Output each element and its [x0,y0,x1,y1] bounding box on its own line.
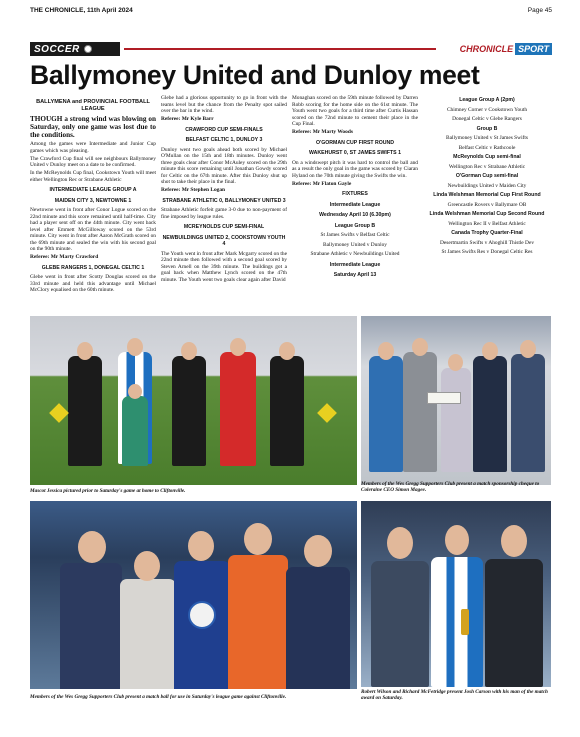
referee-line: Referee: Mr Kyle Barr [161,116,214,122]
figure-head [279,342,295,360]
figure [485,559,543,687]
corner-flag [317,403,337,423]
fixtures-group: League Group B [334,222,376,229]
figure [371,561,429,687]
fixtures-group: Linda Welshman Memorial Cup First Round [433,192,541,198]
article-columns [30,95,552,310]
fixture: Greencastle Rovers v Ballymare OB [447,201,527,208]
figure [120,579,176,689]
fixture: Donegal Celtic v Glebe Rangers [452,116,522,122]
fixture: Ballymoney United v St James Swifts [446,135,528,141]
referee-line: Referee: Mr Marty Crawford [30,254,99,260]
figure [60,563,122,689]
figure-head [78,531,106,563]
fixtures-subheading: Intermediate League [329,261,381,268]
figure [286,567,350,689]
figure-head [378,342,394,360]
match-result-heading: STRABANE ATHLETIC 0, BALLYMONEY UNITED 3 [162,197,286,204]
photo-mascot-with-officials [30,316,357,485]
fixtures-group: McReynolds Cup semi-final [453,154,521,160]
fixtures-date: Saturday April 13 [333,272,377,278]
match-ball [188,601,216,629]
column-4 [424,95,550,310]
fixture: Chimney Corner v Cookstown Youth [446,106,528,113]
figure [369,356,403,472]
paragraph: The Youth went in front after Mark Mcgarry scored on the 22nd minute then followed with a second goal scored by Steven Arnell on the 39th minute. The buildings got a goal back when Matthew Lynch scored on the 47th minute. The Youth went two goals clear again after David [161,250,287,283]
figure [220,352,256,466]
fixture: Newbuildings United v Maiden City [447,182,527,189]
fixture: St James Swifts v Belfast Celtic [320,232,390,238]
match-result-heading: MAIDEN CITY 3, NEWTOWNE 1 [54,197,132,204]
figure [403,352,437,472]
paragraph: On a windswept pitch it was hard to control the ball and as a result the only goal in the game was scored by Ciaran Hyland on the 70th minute giving the Swifts the win. [292,159,418,179]
fixture: Ballymoney United v Dunloy [323,241,387,248]
subheading: O'GORMAN CUP FIRST ROUND [315,139,395,146]
figure-head [445,525,469,555]
figure-head [188,531,214,561]
fixture: Wellington Rec v Strabane Athletic [448,163,526,170]
figure [270,356,304,466]
figure-head [244,523,272,555]
subheading: BALLYMENA and PROVINCIAL FOOTBALL LEAGUE [36,99,150,112]
paragraph: Newtowne went in front after Conor Logue scored on the 22nd minute and this score remained until half-time. City had a player sent off on the 44th minute. City went back level after Emmett McGilloway scored on the 53rd minute. City went in front after Aaron McGrath scored on the 69th minute and sealed the win with his second goal on the 90th minute. [30,207,156,252]
paragraph: In the McReynolds Cup final, Cookstown Youth will meet either Wellington Rec or Strabane Athletic [30,170,156,183]
figure [122,396,148,466]
fixtures-group: Linda Welshman Memorial Cup Second Round [429,211,545,217]
figure-head [77,342,93,360]
section-label: SOCCER [30,42,120,56]
section-banner [30,42,552,56]
figure-head [448,354,463,371]
figure-head [128,384,142,399]
figure-head [127,338,143,356]
figure-head [134,551,160,581]
brand-logo: CHRONICLE SPORT [440,42,552,56]
figure [441,368,471,472]
fixtures-heading: FIXTURES [342,191,368,197]
fixtures-group: Group B [476,125,498,132]
corner-flag [49,403,69,423]
paragraph: The Crawford Cup final will see neighbours Ballymoney United v Dunloy meet on a date to be confirmed. [30,155,156,168]
column-3 [292,95,418,310]
match-result-heading: BELFAST CELTIC 1, DUNLOY 3 [185,137,263,143]
photo-caption: Mascot Jessica pictured prior to Saturday's game at home to Cliftonville. [30,488,186,494]
figure [172,356,206,466]
figure-head [520,340,536,358]
lead-paragraph: THOUGH a strong wind was blowing on Saturday, only one game was lost due to the conditions. [30,115,156,139]
fixtures-group: Canada Trophy Quarter-Final [451,230,523,236]
figure-head [230,338,246,356]
fixture: Wellington Rec II v Belfast Athletic [448,220,526,227]
subheading: CRAWFORD CUP SEMI-FINALS [185,126,263,133]
figure [511,354,545,472]
figure [431,557,483,687]
fixture: Desertmartin Swifts v Ahoghill Thistle Dev [439,239,535,246]
figure-head [387,527,413,559]
figure-head [181,342,197,360]
cheque [427,392,461,404]
fixtures-group: League Group A (2pm) [459,97,515,103]
figure [68,356,102,466]
photo-caption: Robert Wilson and Richard McFetridge present Josh Carson with his man of the match award on Saturday. [361,689,548,702]
subheading: INTERMEDIATE LEAGUE GROUP A [49,187,137,193]
fixture: Strabane Athletic v Newbuildings United [310,251,400,257]
paragraph: Glebe had a glorious opportunity to go in front with the teams level but the chance from the Penalty spot sailed over the bar in the wind. [161,95,287,114]
photo-caption: Members of the Wes Gregg Supporters Club present a match sponsorship cheque to Coleraine CEO Simon Magee. [361,481,540,494]
paragraph: Dunloy went two goals ahead both scored by Michael O'Mullan on the 15th and 18th minutes. Dunloy went three goals clear after Conor McAuley scored on the 29th minute this score remaining until Jonathan Gowdy scored for Celtic on the 67th minute. After this Dunloy shut up shot to take their place in the final. [161,146,287,185]
figure-head [412,338,428,356]
column-2 [161,95,287,310]
photo-match-ball-presentation [30,501,357,689]
figure-head [501,525,527,557]
photo-man-of-match-award [361,501,551,687]
paragraph: Glebe went in front after Scotty Douglas scored on the 33rd minute and held this advantage until Michael McClory equalised on the 60th minute. [30,274,156,293]
figure-head [304,535,332,567]
banner-divider [124,48,436,50]
fixtures-date: Wednesday April 10 (6.30pm) [319,212,391,218]
match-result-heading: WAKEHURST 0, ST JAMES SWIFTS 1 [309,150,401,156]
subheading: MCREYNOLDS CUP SEMI-FINAL [183,224,265,230]
figure [473,356,507,472]
award-bottle [461,609,469,635]
football-icon [84,45,92,53]
page-header [30,4,552,16]
paragraph: Monaghan scored on the 59th minute followed by Darren Robb scoring for the home side on the 61st minute. The Youth went two goals for a third time after Curtis Hassan scored on the 72nd minute to cement their place in the Cup Final. [292,95,418,127]
fixture: Belfast Celtic v Rathcoole [458,144,516,151]
figure [228,555,288,689]
publication-date: THE CHRONICLE, 11th April 2024 [30,6,133,14]
fixtures-subheading: Intermediate League [329,201,381,208]
fixture: St James Swifts Res v Donegal Celtic Res [441,249,533,255]
referee-line: Referee: Mr Marty Woods [292,129,353,135]
match-result-heading: NEWBUILDINGS UNITED 2, COOKSTOWN YOUTH 4 [162,234,286,247]
photo-caption: Members of the Wes Gregg Supporters Club present a match ball for use in Saturday's league game against Cliftonville. [30,694,287,700]
fixtures-group: O'Gorman Cup semi-final [455,173,519,179]
photo-cheque-presentation [361,316,551,485]
paragraph: Among the games were Intermediate and Junior Cup games which was pleasing. [30,141,156,154]
page-number: Page 45 [527,6,552,14]
headline: Ballymoney United and Dunloy meet [30,60,480,90]
paragraph: Strabane Athletic forfeit game 3-0 due to non-payment of fine imposed by league rules. [161,207,287,220]
match-result-heading: GLEBE RANGERS 1, DONEGAL CELTIC 1 [41,264,145,271]
figure-head [482,342,498,360]
referee-line: Referee: Mr Stephen Logan [161,187,226,193]
referee-line: Referee: Mr Flaton Gayle [292,180,352,187]
column-1 [30,95,156,310]
